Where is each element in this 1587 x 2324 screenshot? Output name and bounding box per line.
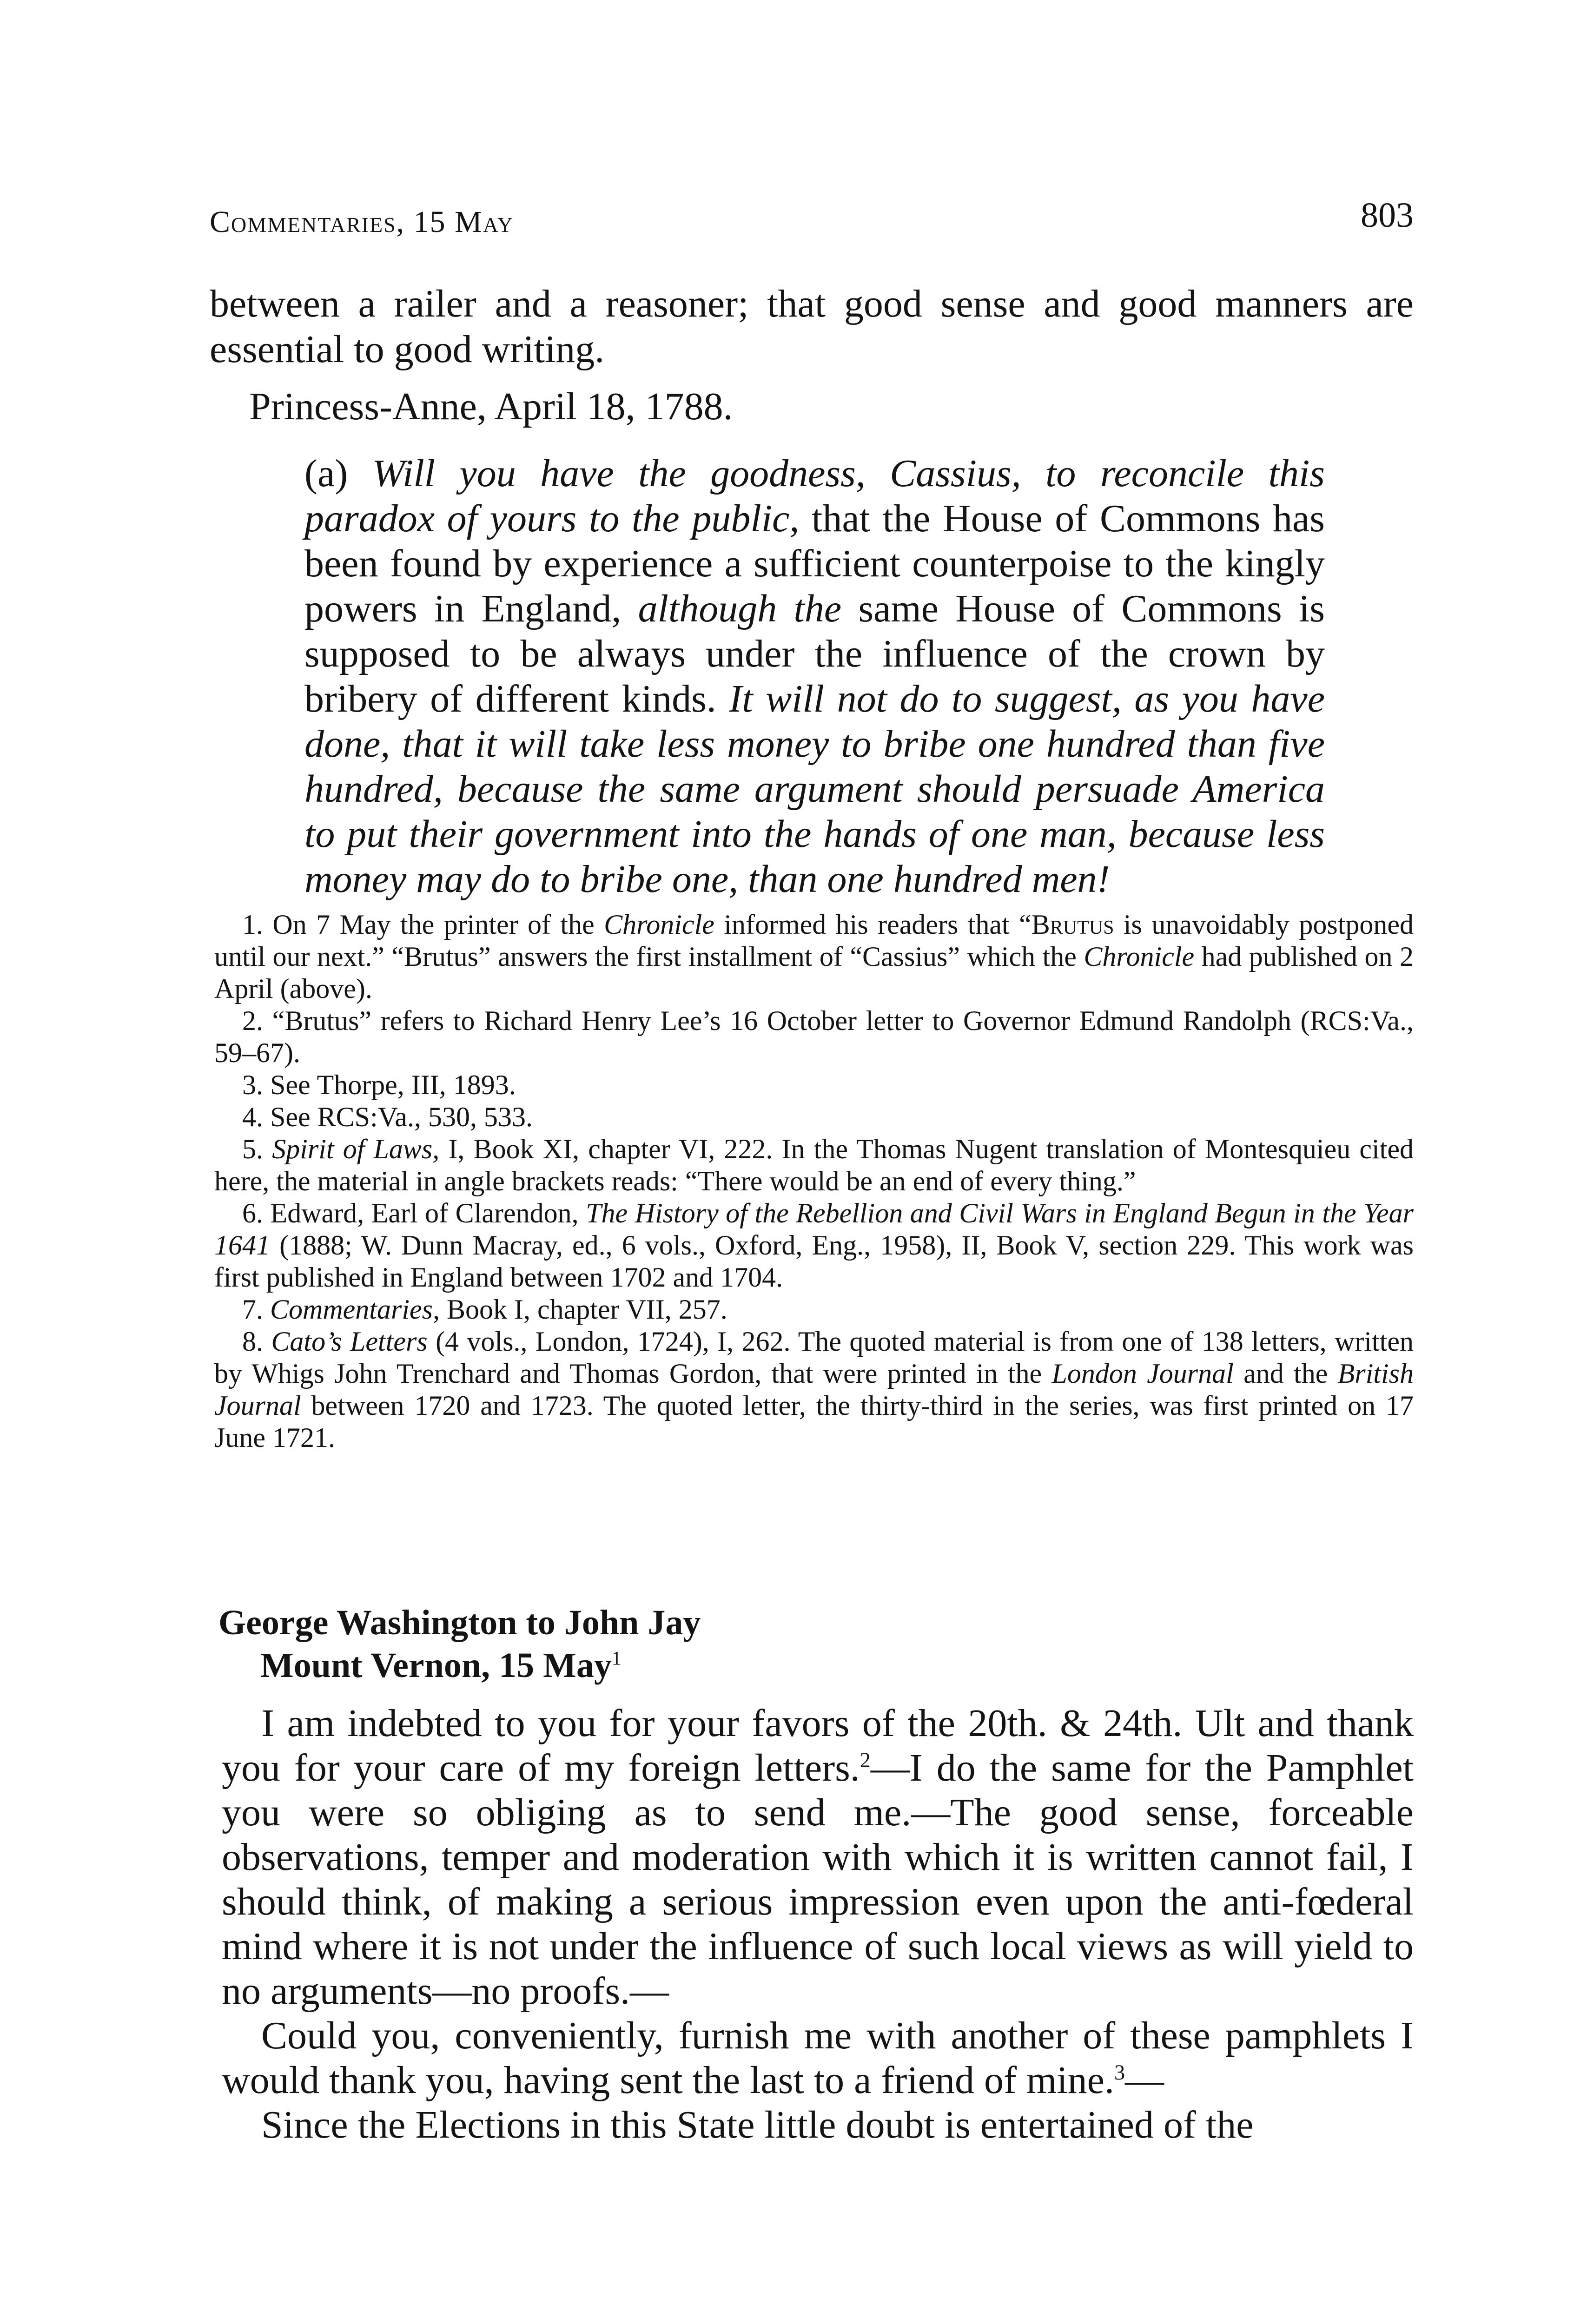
note-italic-2: although the [638, 587, 842, 630]
letter-paragraph-2: Could you, conveniently, furnish me with another of these pamphlets I would thank you, having sent the last to a friend of mine.$^3$— [222, 2014, 1414, 2102]
heading-footnote-ref: 1 [611, 1648, 622, 1670]
heading-place-date: Mount Vernon, 15 May$^1$ [260, 1646, 622, 1685]
footnote-2: 2. “Brutus” refers to Richard Henry Lee’s 16 October letter to Governor Edmund Randolph (RCS:Va., 59–67). [214, 1005, 1414, 1068]
running-head [210, 195, 1414, 242]
note-label: (a) [304, 452, 372, 495]
letter-paragraph-1: I am indebted to you for your favors of the 20th. & 24th. Ult and thank you for your care of my foreign letters.$^2$—I do the same for the Pamphlet you were so obliging as to send me.—The good sense, forceable observations, temper and moderation with which it is written cannot fail, I should think, of making a serious impression even upon the anti-fœderal mind where it is not under the influence of such local views as will yield to no arguments—no proofs.— [222, 1702, 1414, 2013]
footnote-6: 6. Edward, Earl of Clarendon, The History of the Rebellion and Civil Wars in England Begun in the Year 1641 (1888; W. Dunn Macray, ed., 6 vols., Oxford, Eng., 1958), II, Book V, section 229. This work was first published in England between 1702 and 1704. [214, 1198, 1414, 1293]
heading-title: George Washington to John Jay [218, 1603, 701, 1642]
footnote-8: 8. Cato’s Letters (4 vols., London, 1724), I, 262. The quoted material is from one of 138 letters, written by Whigs John Trenchard and Thomas Gordon, that were printed in the London Journal and the British Journal between 1720 and 1723. The quoted letter, the thirty-third in the series, was first printed on 17 June 1721. [214, 1326, 1414, 1453]
letter-body [222, 1701, 1414, 2147]
note-roman-1: that the House of Commons has been found by experience a sufficient counterpoise to the kingly powers in England, [304, 497, 1325, 630]
continuation-text: between a railer and a reasoner; that good sense and good manners are essential to good writing. [210, 282, 1414, 371]
document-heading [218, 1601, 701, 1687]
note-italic-3: It will not do to suggest, as you have done, that it will take less money to bribe one hundred than five hundred, because the same argument should persuade America to put their government into the hands of one man, because less money may do to bribe one, than one hundred men! [304, 677, 1325, 901]
dateline: Princess-Anne, April 18, 1788. [249, 385, 733, 428]
footnotes [214, 909, 1414, 1454]
note-roman-2: same House of Commons is supposed to be always under the influence of the crown by bribery of different kinds. [304, 587, 1325, 720]
letter-paragraph-3: Since the Elections in this State little doubt is entertained of the [261, 2103, 1254, 2146]
note-italic-1: Will you have the goodness, Cassius, to reconcile this paradox of yours to the public, [304, 452, 1325, 540]
footnote-5: 5. Spirit of Laws, I, Book XI, chapter VI, 222. In the Thomas Nugent translation of Montesquieu cited here, the material in angle brackets reads: “There would be an end of every thing.” [214, 1134, 1414, 1196]
running-title: Commentaries, 15 May [210, 205, 514, 239]
editorial-note-a [304, 451, 1325, 902]
page-number: 803 [1361, 196, 1414, 235]
footnote-4: 4. See RCS:Va., 530, 533. [242, 1102, 533, 1132]
footnote-1: 1. On 7 May the printer of the Chronicle informed his readers that “Brutus is unavoidably postponed until our next.” “Brutus” answers the first installment of “Cassius” which the Chronicle had published on 2 April (above). [214, 909, 1414, 1004]
footnote-7: 7. Commentaries, Book I, chapter VII, 257. [242, 1294, 727, 1325]
footnote-3: 3. See Thorpe, III, 1893. [242, 1070, 516, 1100]
